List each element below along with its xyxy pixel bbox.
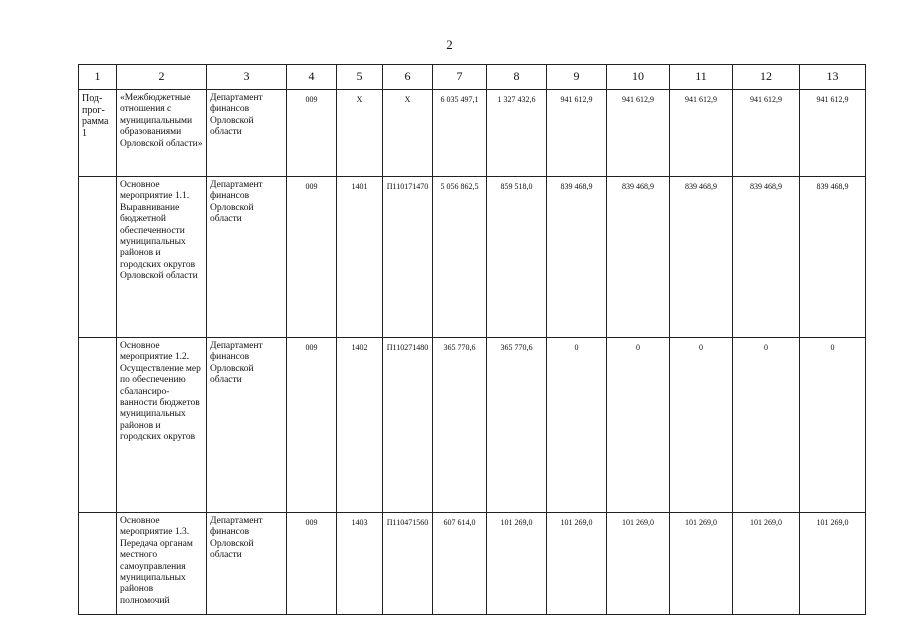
subprogram-cell: Под- прог- рамма 1 (79, 90, 117, 177)
col-header-12: 12 (733, 65, 800, 90)
value-cell-7: 5 056 862,5 (433, 177, 487, 338)
rzpr-cell: 1401 (337, 177, 383, 338)
table-row (79, 177, 866, 338)
executor-cell: Департамент финансов Орловской области (207, 90, 287, 177)
value-cell-8: 101 269,0 (487, 513, 547, 615)
header-row (79, 65, 866, 90)
grbs-cell: 009 (287, 90, 337, 177)
csr-cell: П110271480 (383, 338, 433, 513)
col-header-6: 6 (383, 65, 433, 90)
col-header-7: 7 (433, 65, 487, 90)
grbs-cell: 009 (287, 513, 337, 615)
col-header-4: 4 (287, 65, 337, 90)
grbs-cell: 009 (287, 338, 337, 513)
subprogram-cell (79, 177, 117, 338)
rzpr-cell: 1403 (337, 513, 383, 615)
grbs-cell: 009 (287, 177, 337, 338)
program-table (78, 64, 866, 615)
value-cell-13: 0 (800, 338, 866, 513)
name-cell: Основное мероприятие 1.2. Осуществление мер по обеспечению сбалансиро-ванности бюджетов муниципальных районов и городских округов (117, 338, 207, 513)
value-cell-9: 839 468,9 (547, 177, 607, 338)
value-cell-9: 941 612,9 (547, 90, 607, 177)
value-cell-13: 101 269,0 (800, 513, 866, 615)
executor-cell: Департамент финансов Орловской области (207, 177, 287, 338)
subprogram-cell (79, 338, 117, 513)
value-cell-8: 1 327 432,6 (487, 90, 547, 177)
executor-cell: Департамент финансов Орловской области (207, 513, 287, 615)
value-cell-13: 839 468,9 (800, 177, 866, 338)
value-cell-11: 941 612,9 (670, 90, 733, 177)
value-cell-12: 839 468,9 (733, 177, 800, 338)
value-cell-9: 0 (547, 338, 607, 513)
value-cell-10: 0 (607, 338, 670, 513)
name-cell: Основное мероприятие 1.3. Передача органам местного самоуправления муниципальных районов полномочий (117, 513, 207, 615)
col-header-5: 5 (337, 65, 383, 90)
value-cell-7: 6 035 497,1 (433, 90, 487, 177)
value-cell-7: 607 614,0 (433, 513, 487, 615)
value-cell-10: 101 269,0 (607, 513, 670, 615)
col-header-13: 13 (800, 65, 866, 90)
value-cell-9: 101 269,0 (547, 513, 607, 615)
col-header-11: 11 (670, 65, 733, 90)
value-cell-12: 941 612,9 (733, 90, 800, 177)
value-cell-12: 101 269,0 (733, 513, 800, 615)
name-cell: Основное мероприятие 1.1. Выравнивание бюджетной обеспеченности муниципальных районов и городских округов Орловской области (117, 177, 207, 338)
value-cell-10: 941 612,9 (607, 90, 670, 177)
value-cell-8: 365 770,6 (487, 338, 547, 513)
value-cell-8: 859 518,0 (487, 177, 547, 338)
col-header-8: 8 (487, 65, 547, 90)
subprogram-cell (79, 513, 117, 615)
rzpr-cell: X (337, 90, 383, 177)
page-number: 2 (446, 37, 453, 52)
col-header-3: 3 (207, 65, 287, 90)
csr-cell: П110471560 (383, 513, 433, 615)
value-cell-13: 941 612,9 (800, 90, 866, 177)
col-header-1: 1 (79, 65, 117, 90)
table-row (79, 90, 866, 177)
col-header-9: 9 (547, 65, 607, 90)
col-header-2: 2 (117, 65, 207, 90)
value-cell-11: 101 269,0 (670, 513, 733, 615)
csr-cell: П110171470 (383, 177, 433, 338)
value-cell-11: 0 (670, 338, 733, 513)
value-cell-12: 0 (733, 338, 800, 513)
value-cell-7: 365 770,6 (433, 338, 487, 513)
col-header-10: 10 (607, 65, 670, 90)
value-cell-11: 839 468,9 (670, 177, 733, 338)
value-cell-10: 839 468,9 (607, 177, 670, 338)
table-row (79, 513, 866, 615)
table-row (79, 338, 866, 513)
csr-cell: X (383, 90, 433, 177)
executor-cell: Департамент финансов Орловской области (207, 338, 287, 513)
rzpr-cell: 1402 (337, 338, 383, 513)
name-cell: «Межбюджетные отношения с муниципальными образованиями Орловской области» (117, 90, 207, 177)
